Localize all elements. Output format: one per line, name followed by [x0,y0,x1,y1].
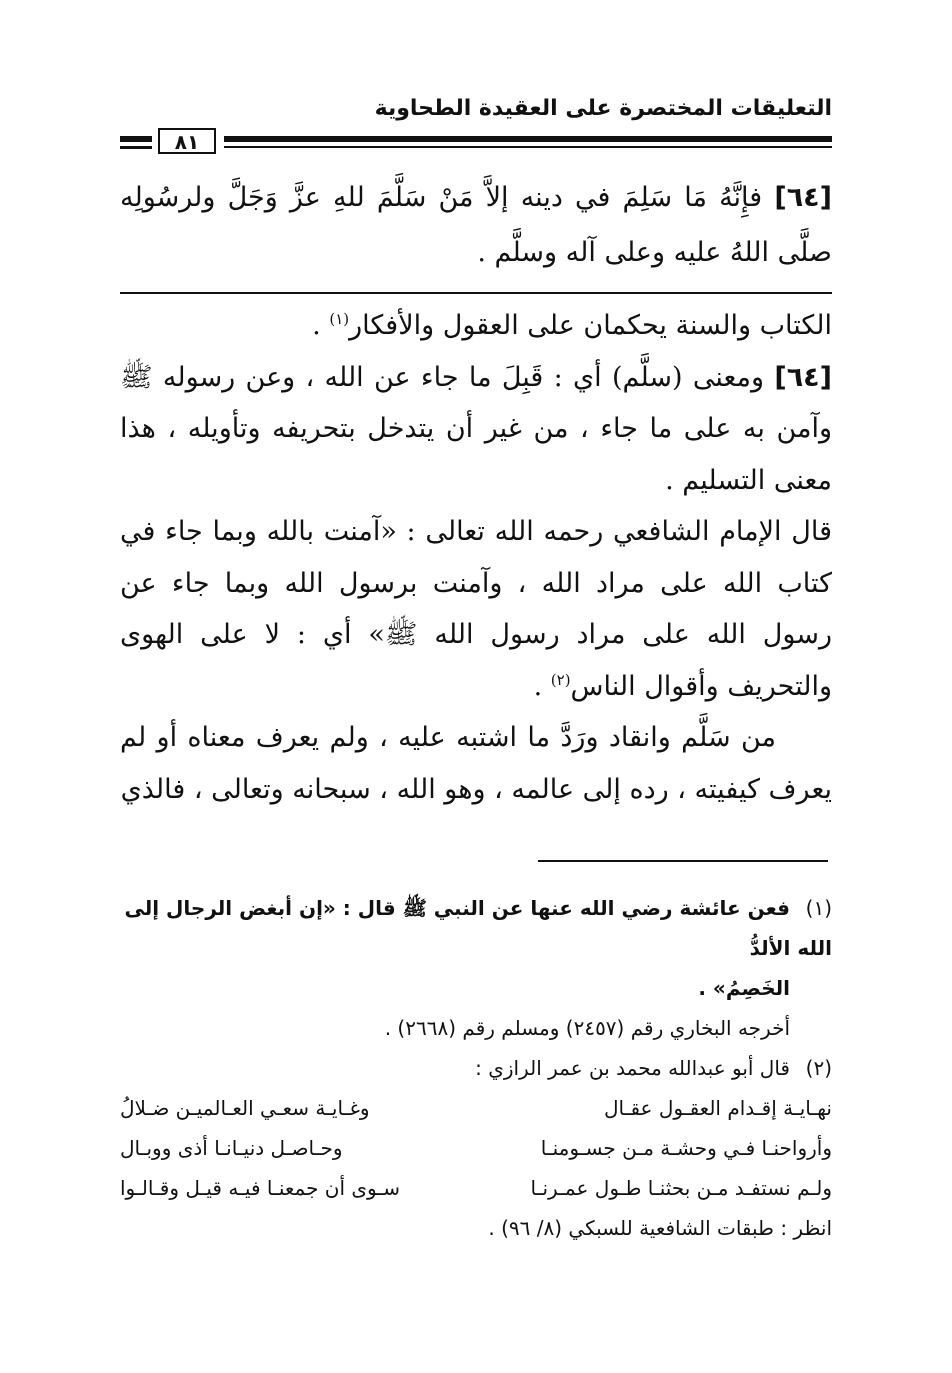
rule-segment [120,146,152,149]
footnote-text-continued: الخَصِمُ» . [698,976,790,1000]
commentary-paragraph: ومعنى (سلَّم) أي : قَبِلَ ما جاء عن الله ، وعن رسوله ﷺ وآمن به على ما جاء ، من غير أن يتدخل بتحريفه وتأويله ، هذا معنى التسليم . [120,361,832,496]
section-number: [٦٤] [774,182,833,213]
footnote-divider [538,860,828,862]
commentary-paragraph: من سَلَّم وانقاد ورَدَّ ما اشتبه عليه ، ولم يعرف معناه أو لم يعرف كيفيته ، رده إلى عالمه ، وهو الله ، سبحانه وتعالى ، فالذي [120,722,832,805]
verse-line [120,1088,832,1128]
rule-segment [224,136,832,142]
matn-paragraph: فإِنَّهُ مَا سَلِمَ في دينه إلاَّ مَنْ سَلَّمَ للهِ عزَّ وَجَلَّ ولرسُولِه صلَّى اللهُ عليه وعلى آله وسلَّم . [120,182,832,268]
footnote-ref[interactable]: (٢) [550,670,571,689]
verse-first-hemistich: ولـم نستفـد مـن بحثنـا طـول عمـرنـا [530,1176,832,1200]
matn-text [120,170,832,280]
verse-second-hemistich: سـوى أن جمعنـا فيـه قيـل وقـالـوا [120,1176,400,1200]
footnote-reference: انظر : طبقات الشافعية للسبكي (٨/ ٩٦) . [488,1216,832,1240]
running-title: التعليقات المختصرة على العقيدة الطحاوية [374,96,832,121]
verse-line [120,1168,832,1208]
commentary-text: الكتاب والسنة يحكمان على العقول والأفكار$^{(١)}$ . [٦٤] ومعنى (سلَّم) أي : قَبِلَ ما جاء عن الله ، وعن رسوله ﷺ وآمن به على ما جاء ، من غير أن يتدخل بتحريفه وتأويله ، هذا معنى التسليم . قال الإمام الشافعي رحمه الله تعالى : «آمنت بالله وبما جاء في كتاب الله على مراد الله ، وآمنت برسول الله وبما جاء عن رسول الله على مراد رسول الله ﷺ» أي : لا على الهوى والتحريف وأقوال الناس$^{(٢)}$ . من سَلَّم وانقاد ورَدَّ ما اشتبه عليه ، ولم يعرف معناه أو لم يعرف كيفيته ، رده إلى عالمه ، وهو الله ، سبحانه وتعالى ، فالذي [120,310,833,805]
verse-first-hemistich: نهـايـة إقـدام العقـول عقـال [603,1096,832,1120]
footnote-number: (١) [805,896,832,920]
footnote-ref[interactable]: (١) [329,310,350,328]
rule-segment [120,136,152,142]
matn-divider [120,292,832,294]
footnotes [120,888,832,1248]
verse-second-hemistich: وحـاصـل دنيـانـا أذى ووبـال [120,1136,343,1160]
verse-second-hemistich: وغـايـة سعـي العـالميـن ضـلالُ [120,1096,370,1120]
footnote-text: فعن عائشة رضي الله عنها عن النبي ﷺ قال : «إن أبغض الرجال إلى الله الألدُّ [124,896,832,960]
verse-line [120,1128,832,1168]
footnote-text: قال أبو عبدالله محمد بن عمر الرازي : [475,1056,790,1080]
commentary-paragraph: الكتاب والسنة يحكمان على العقول والأفكار [349,310,832,341]
footnote-reference: أخرجه البخاري رقم (٢٤٥٧) ومسلم رقم (٢٦٦٨) . [384,1016,790,1040]
poem-verses [120,1088,832,1208]
verse-first-hemistich: وأرواحنـا فـي وحشـة مـن جسـومنـا [540,1136,832,1160]
section-number: [٦٤] [774,361,833,393]
header-rule [120,128,832,158]
footnote-number: (٢) [805,1056,832,1080]
page-number: ٨١ [158,128,216,154]
rule-segment [224,146,832,148]
commentary-paragraph: قال الإمام الشافعي رحمه الله تعالى : «آمنت بالله وبما جاء في كتاب الله على مراد الله ، وآمنت برسول الله وبما جاء عن رسول الله على مراد رسول الله ﷺ» أي : لا على الهوى والتحريف وأقوال الناس [120,516,832,702]
